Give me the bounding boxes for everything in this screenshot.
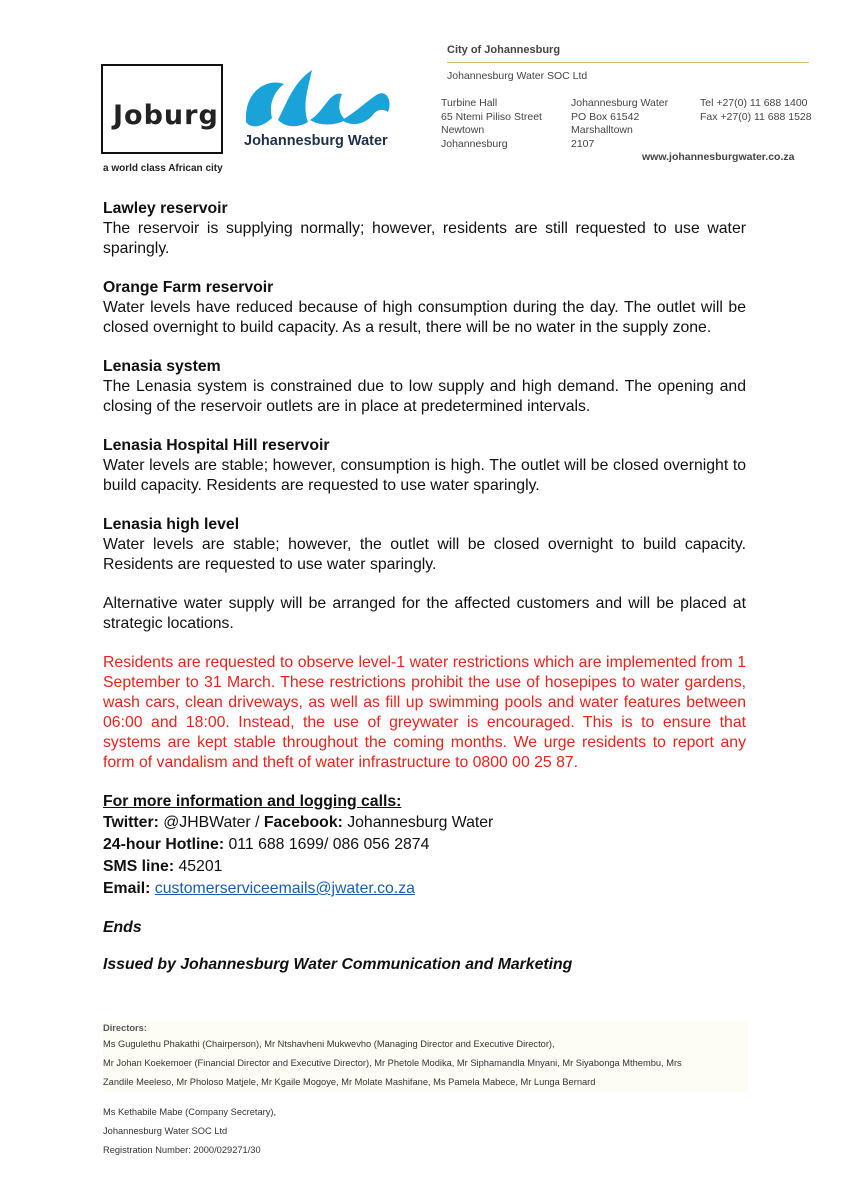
address-line: Newtown xyxy=(441,124,485,136)
ends-marker: Ends xyxy=(103,919,142,936)
twitter-label: Twitter: xyxy=(103,814,159,831)
registration-number: Registration Number: 2000/029271/30 xyxy=(103,1145,261,1155)
jw-logo-wave-4 xyxy=(342,93,390,124)
jw-logo-name: Johannesburg Water xyxy=(244,133,388,149)
hotline-value: 011 688 1699/ 086 056 2874 xyxy=(224,836,430,853)
restrictions-notice xyxy=(103,653,746,773)
hotline-label: 24-hour Hotline: xyxy=(103,836,225,853)
statement-body xyxy=(103,199,746,975)
org-subtitle: Johannesburg Water SOC Ltd xyxy=(447,70,588,82)
joburg-logo-text: Joburg xyxy=(113,100,219,131)
sms-row xyxy=(103,856,746,878)
company-secretary: Ms Kethabile Mabe (Company Secretary), xyxy=(103,1107,277,1117)
issued-by: Issued by Johannesburg Water Communication and Marketing xyxy=(103,956,573,973)
jw-logo-wave-3 xyxy=(310,94,346,125)
section-text: The Lenasia system is constrained due to low supply and high demand. The opening and closing of the reservoir outlets are in place at predetermined intervals. xyxy=(103,378,746,415)
section-heading: Orange Farm reservoir xyxy=(103,279,274,296)
org-title: City of Johannesburg xyxy=(447,44,561,56)
restrictions-text: Residents are requested to observe level-1 water restrictions which are implemented from 1 September to 31 March. These restrictions prohibit the use of hosepipes to water gardens, wash cars, clean driveways, as well as fill up swimming pools and water features between 06:00 and 18:00. Instead, the use of greywater is encouraged. This is to ensure that systems are kept stable throughout the coming months. We urge residents to report any form of vandalism and theft of water infrastructure to 0800 00 25 87. xyxy=(103,654,746,771)
phone-contacts xyxy=(700,97,812,124)
alternative-supply xyxy=(103,594,746,634)
contact-block xyxy=(103,792,746,900)
directors-block xyxy=(103,1021,748,1092)
section-lawley xyxy=(103,199,746,259)
section-heading: Lenasia high level xyxy=(103,516,240,533)
facebook-label: Facebook: xyxy=(263,814,343,831)
directors-line: Mr Johan Koekemoer (Financial Director and Executive Director), Mr Phetole Modika, Mr Siphamandla Mnyani, Mr Siyabonga Mthembu, Mrs xyxy=(103,1058,682,1068)
section-lenasia-system xyxy=(103,357,746,417)
sms-value: 45201 xyxy=(174,858,223,875)
section-lenasia-hospital-hill xyxy=(103,436,746,496)
physical-address xyxy=(441,97,542,151)
contact-heading: For more information and logging calls: xyxy=(103,793,402,810)
phone-number: Tel +27(0) 11 688 1400 xyxy=(700,97,808,109)
directors-line: Ms Gugulethu Phakathi (Chairperson), Mr Ntshavheni Mukwevho (Managing Director and Executive Director), xyxy=(103,1039,555,1049)
address-line: Turbine Hall xyxy=(441,97,498,109)
address-line: 2107 xyxy=(571,137,595,150)
section-text: The reservoir is supplying normally; however, residents are still requested to use water sparingly. xyxy=(103,220,746,257)
header-divider xyxy=(447,62,809,63)
section-heading: Lenasia Hospital Hill reservoir xyxy=(103,437,330,454)
section-text: Water levels have reduced because of high consumption during the day. The outlet will be closed overnight to build capacity. As a result, there will be no water in the supply zone. xyxy=(103,299,746,336)
alternative-supply-text: Alternative water supply will be arranged for the affected customers and will be placed at strategic locations. xyxy=(103,595,746,632)
section-lenasia-high-level xyxy=(103,515,746,575)
joburg-tagline: a world class African city xyxy=(103,163,223,174)
address-line: Johannesburg xyxy=(441,137,508,150)
section-text: Water levels are stable; however, consumption is high. The outlet will be closed overnight to build capacity. Residents are requested to use water sparingly. xyxy=(103,457,746,494)
address-line: 65 Ntemi Piliso Street xyxy=(441,110,542,123)
address-line: Johannesburg Water xyxy=(571,97,669,109)
email-link[interactable]: customerserviceemails@jwater.co.za xyxy=(154,880,415,897)
sms-label: SMS line: xyxy=(103,858,175,875)
hotline-row xyxy=(103,834,746,856)
directors-label: Directors: xyxy=(103,1023,147,1033)
fax-number: Fax +27(0) 11 688 1528 xyxy=(700,110,812,123)
company-details xyxy=(103,1103,276,1160)
email-label: Email: xyxy=(103,880,151,897)
section-heading: Lenasia system xyxy=(103,358,221,375)
company-name: Johannesburg Water SOC Ltd xyxy=(103,1126,228,1136)
social-row xyxy=(103,812,746,834)
address-line: PO Box 61542 xyxy=(571,110,640,123)
section-text: Water levels are stable; however, the outlet will be closed overnight to build capacity. Residents are requested to use water sparingly. xyxy=(103,536,746,573)
joburg-logo xyxy=(101,64,223,154)
website-link[interactable]: www.johannesburgwater.co.za xyxy=(642,151,795,163)
section-heading: Lawley reservoir xyxy=(103,200,228,217)
jw-logo-wave-2 xyxy=(278,70,312,126)
postal-address xyxy=(571,97,668,151)
email-row xyxy=(103,878,746,900)
directors-line: Zandile Meeleso, Mr Pholoso Matjele, Mr Kgaile Mogoye, Mr Molate Mashifane, Ms Pamela Mabece, Mr Lunga Bernard xyxy=(103,1077,596,1087)
address-line: Marshalltown xyxy=(571,124,633,136)
section-orange-farm xyxy=(103,278,746,338)
twitter-value: @JHBWater / xyxy=(158,814,264,831)
facebook-value: Johannesburg Water xyxy=(342,814,494,831)
